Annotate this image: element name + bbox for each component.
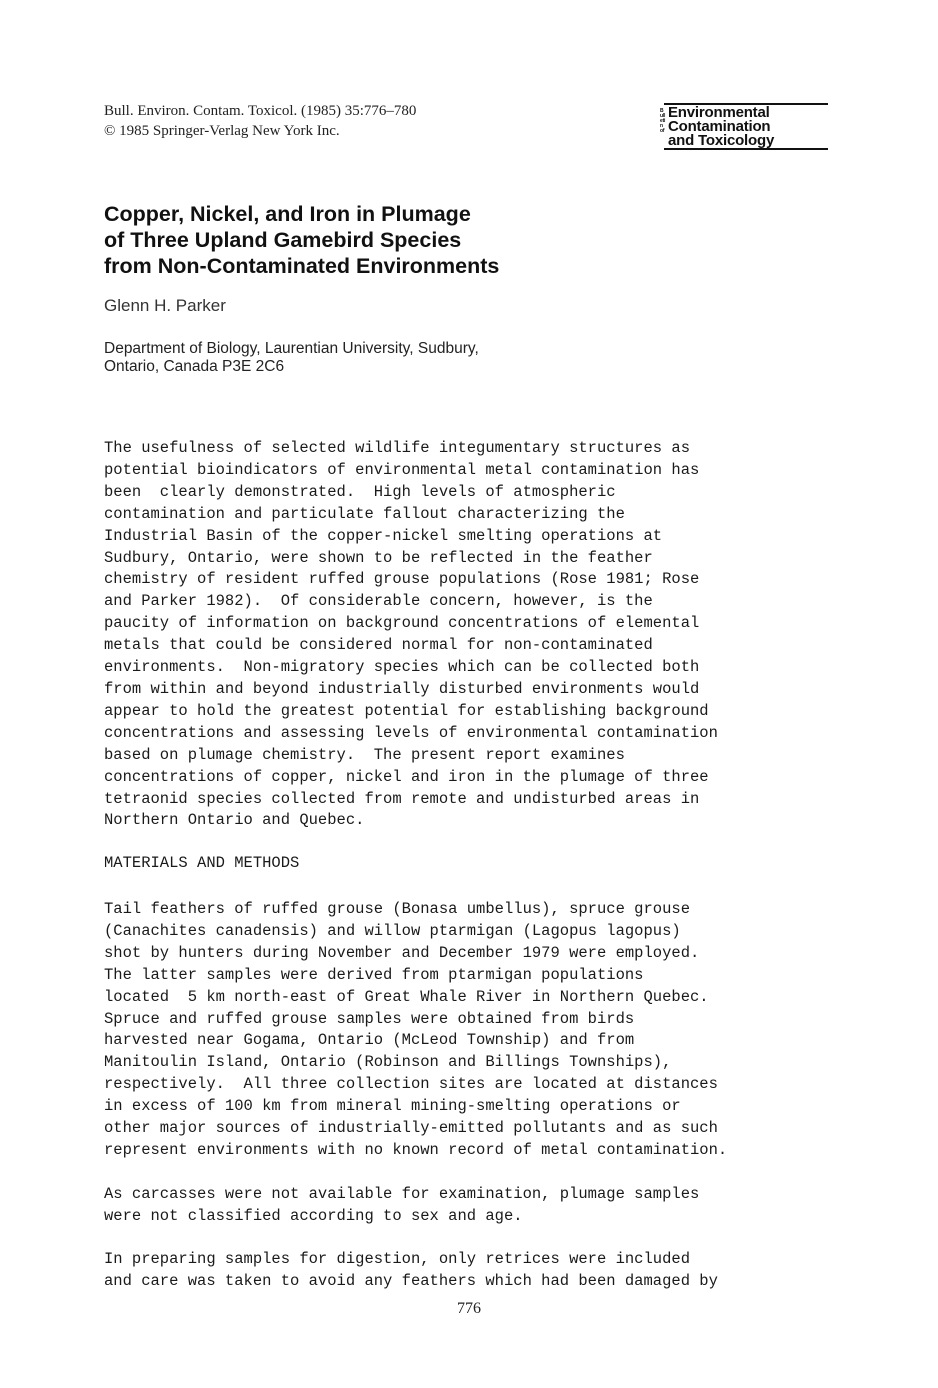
carcasses-paragraph: As carcasses were not available for examination, plumage samples were not classified according to sex and age. xyxy=(104,1185,700,1225)
author-affiliation xyxy=(104,340,624,376)
affiliation-line-1: Department of Biology, Laurentian University, Sudbury, xyxy=(104,340,479,357)
journal-logo-vertical-text: Bulletin of xyxy=(660,108,666,134)
page-number: 776 xyxy=(457,1300,481,1317)
intro-paragraph: The usefulness of selected wildlife integumentary structures as potential bioindicators of environmental metal contamination has been clearly demonstrated. High levels of atmospheric contamination and particulate fallout characterizing the Industrial Basin of the copper-nickel smelting operations at Sudbury, Ontario, were shown to be reflected in the feather chemistry of resident ruffed grouse populations (Rose 1981; Rose and Parker 1982). Of considerable concern, however, is the paucity of information on background concentrations of elemental metals that could be considered normal for non-contaminated environments. Non-migratory species which can be collected both from within and beyond industrially disturbed environments would appear to hold the greatest potential for establishing background concentrations and assessing levels of environmental contamination based on plumage chemistry. The present report examines concentrations of copper, nickel and iron in the plumage of three tetraonid species collected from remote and undisturbed areas in Northern Ontario and Quebec. xyxy=(104,439,718,830)
journal-logo-line-2: Contamination xyxy=(668,118,771,135)
citation-line-2: © 1985 Springer-Verlag New York Inc. xyxy=(104,123,340,139)
preparing-paragraph: In preparing samples for digestion, only retrices were included and care was taken to avoid any feathers which had been damaged by xyxy=(104,1250,718,1290)
affiliation-line-2: Ontario, Canada P3E 2C6 xyxy=(104,358,285,375)
section-heading-materials-methods: MATERIALS AND METHODS xyxy=(104,854,300,872)
citation-line-1: Bull. Environ. Contam. Toxicol. (1985) 35:776–780 xyxy=(104,103,417,119)
author-name: Glenn H. Parker xyxy=(104,296,226,315)
article-title-line-1: Copper, Nickel, and Iron in Plumage xyxy=(104,202,471,226)
article-title xyxy=(104,201,664,279)
article-title-line-3: from Non-Contaminated Environments xyxy=(104,254,500,278)
journal-logo-line-1: Environmental xyxy=(668,104,770,121)
journal-logo xyxy=(660,103,828,150)
article-title-line-2: of Three Upland Gamebird Species xyxy=(104,228,462,252)
journal-logo-line-3: and Toxicology xyxy=(668,132,775,149)
citation xyxy=(104,101,416,141)
methods-paragraph: Tail feathers of ruffed grouse (Bonasa umbellus), spruce grouse (Canachites canadensis) and willow ptarmigan (Lagopus lagopus) shot by hunters during November and December 1979 were employed. The latter samples were derived from ptarmigan populations located 5 km north-east of Great Whale River in Northern Quebec. Spruce and ruffed grouse samples were obtained from birds harvested near Gogama, Ontario (McLeod Township) and from Manitoulin Island, Ontario (Robinson and Billings Townships), respectively. All three collection sites are located at distances in excess of 100 km from mineral mining-smelting operations or other major sources of industrially-emitted pollutants and as such represent environments with no known record of metal contamination. xyxy=(104,900,728,1159)
